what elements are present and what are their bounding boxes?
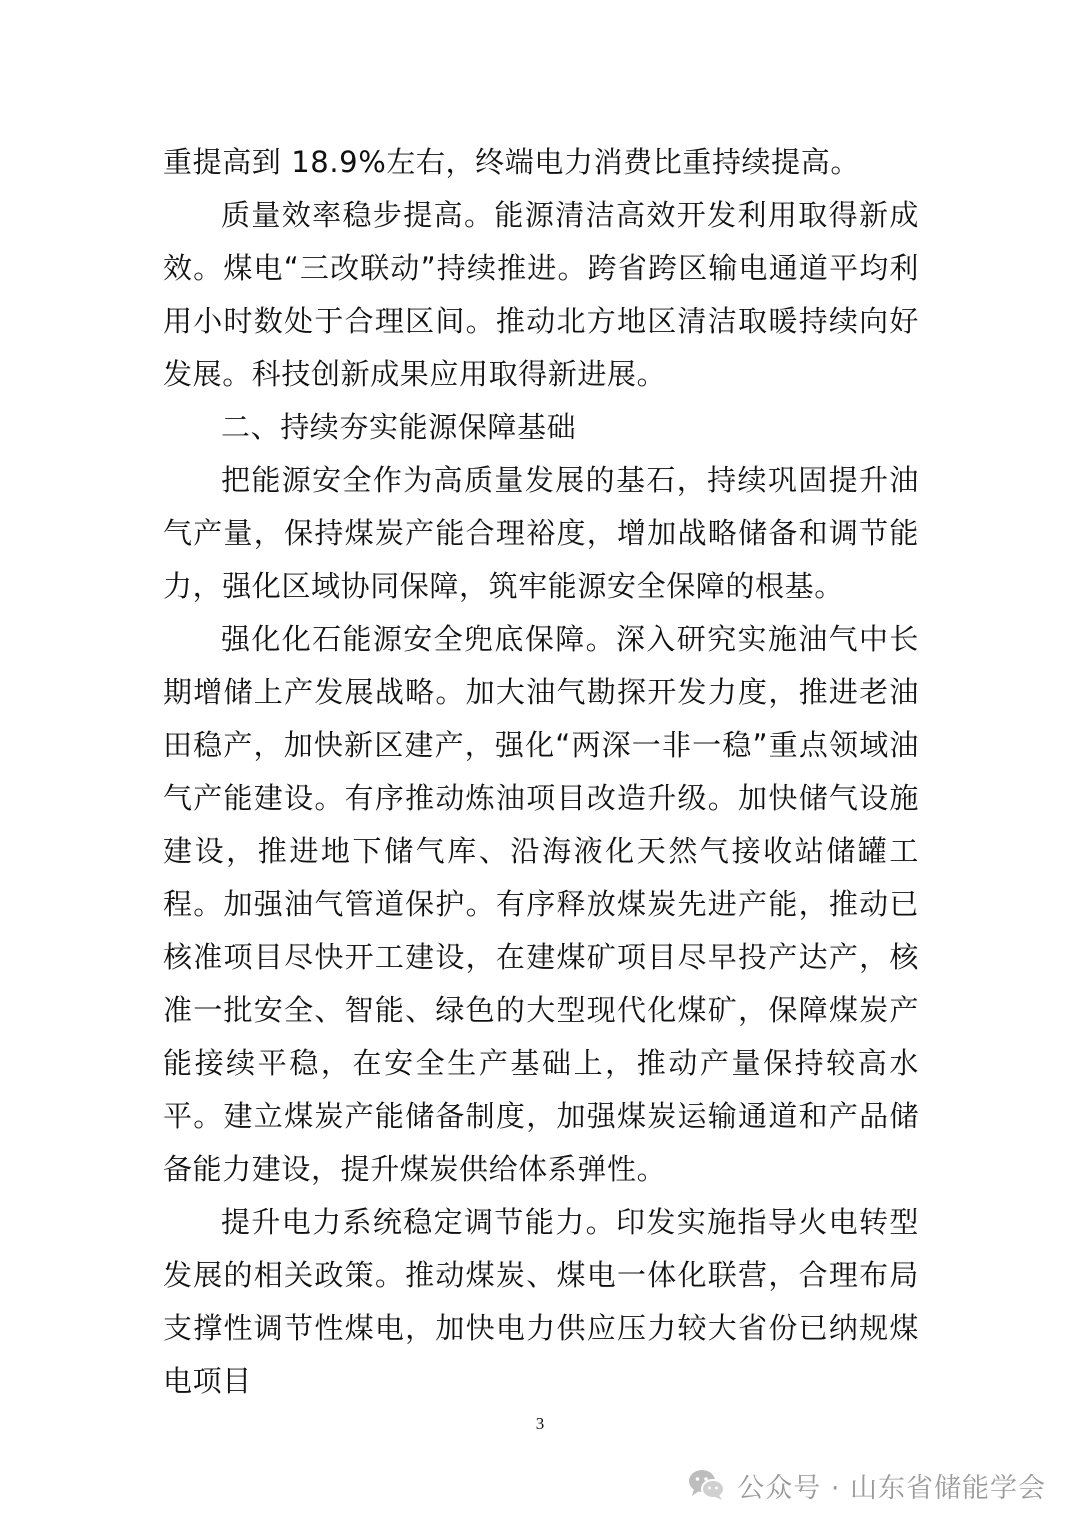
paragraph-fossil-energy: 强化化石能源安全兜底保障。深入研究实施油气中长期增储上产发展战略。加大油气勘探开发力度，推进老油田稳产，加快新区建产，强化“两深一非一稳”重点领域油气产能建设。有序推动炼油项目改造升级。加快储气设施建设，推进地下储气库、沿海液化天然气接收站储罐工程。加强油气管道保护。有序释放煤炭先进产能，推动已核准项目尽快开工建设，在建煤矿项目尽早投产达产，核准一批安全、智能、绿色的大型现代化煤矿，保障煤炭产能接续平稳，在安全生产基础上，推动产量保持较高水平。建立煤炭产能储备制度，加强煤炭运输通道和产品储备能力建设，提升煤炭供给体系弹性。 — [163, 622, 919, 1186]
watermark — [687, 1465, 1046, 1505]
paragraph-power-system: 提升电力系统稳定调节能力。印发实施指导火电转型发展的相关政策。推动煤炭、煤电一体化联营，合理布局支撑性调节性煤电，加快电力供应压力较大省份已纳规煤电项目 — [163, 1205, 919, 1398]
watermark-text: 公众号 · 山东省储能学会 — [737, 1472, 1046, 1504]
paragraph-continuation: 重提高到 18.9%左右，终端电力消费比重持续提高。 — [163, 145, 860, 179]
paragraph-quality-efficiency: 质量效率稳步提高。能源清洁高效开发利用取得新成效。煤电“三改联动”持续推进。跨省跨区输电通道平均利用小时数处于合理区间。推动北方地区清洁取暖持续向好发展。科技创新成果应用取得新进展。 — [163, 198, 919, 391]
section-heading: 二、持续夯实能源保障基础 — [221, 410, 577, 444]
page-number: 3 — [535, 1414, 545, 1433]
document-body — [163, 136, 919, 1408]
paragraph-energy-security: 把能源安全作为高质量发展的基石，持续巩固提升油气产量，保持煤炭产能合理裕度，增加战略储备和调节能力，强化区域协同保障，筑牢能源安全保障的根基。 — [163, 463, 919, 603]
wechat-icon — [687, 1468, 727, 1502]
